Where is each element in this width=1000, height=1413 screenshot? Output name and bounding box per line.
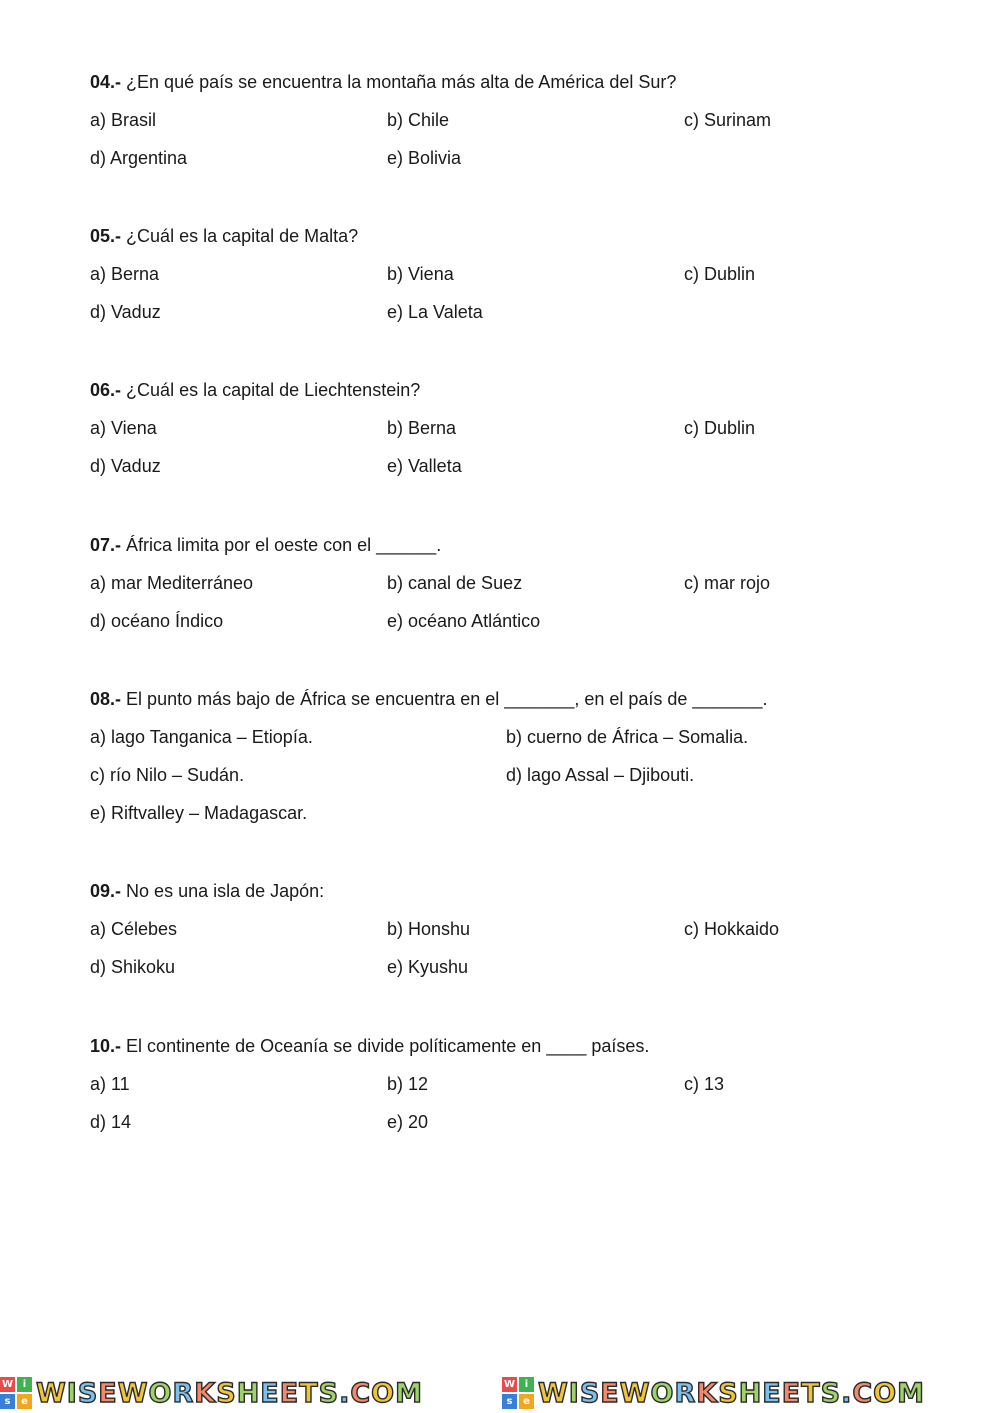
- option-e[interactable]: e) La Valeta: [387, 302, 483, 322]
- question-06: [90, 379, 950, 477]
- question-prompt: [90, 225, 950, 247]
- option-d[interactable]: d) océano Índico: [90, 611, 224, 631]
- question-number: 04.-: [90, 72, 122, 92]
- option-c[interactable]: c) Hokkaido: [684, 919, 780, 939]
- question-number: 07.-: [90, 535, 122, 555]
- option-row: [90, 109, 950, 131]
- watermark-logo-1[interactable]: [0, 1376, 423, 1410]
- option-e[interactable]: e) 20: [387, 1112, 429, 1132]
- option-row: [90, 956, 950, 978]
- option-row: [90, 918, 950, 940]
- question-prompt: [90, 1035, 950, 1057]
- option-e[interactable]: e) Kyushu: [387, 957, 469, 977]
- question-05: [90, 225, 950, 323]
- option-row: [90, 764, 950, 786]
- question-10: [90, 1035, 950, 1133]
- option-a[interactable]: a) Célebes: [90, 919, 178, 939]
- option-c[interactable]: c) Dublin: [684, 418, 756, 438]
- option-d[interactable]: d) Vaduz: [90, 456, 161, 476]
- question-number: 08.-: [90, 689, 122, 709]
- question-number: 06.-: [90, 380, 122, 400]
- option-e[interactable]: e) océano Atlántico: [387, 611, 541, 631]
- wise-logo-icon: W i s e: [0, 1377, 32, 1409]
- option-row: [90, 802, 950, 824]
- option-d[interactable]: d) Shikoku: [90, 957, 176, 977]
- option-b[interactable]: b) Chile: [387, 110, 450, 130]
- option-e[interactable]: e) Bolivia: [387, 148, 462, 168]
- question-text: África limita por el oeste con el ______.: [126, 535, 442, 555]
- watermark-logo-2[interactable]: [502, 1376, 925, 1410]
- option-c[interactable]: c) Dublin: [684, 264, 756, 284]
- option-d[interactable]: d) lago Assal – Djibouti.: [506, 765, 695, 785]
- option-c[interactable]: c) río Nilo – Sudán.: [90, 765, 245, 785]
- question-text: ¿Cuál es la capital de Liechtenstein?: [126, 380, 421, 400]
- option-row: [90, 417, 950, 439]
- option-a[interactable]: a) 11: [90, 1074, 130, 1094]
- option-row: [90, 572, 950, 594]
- option-e[interactable]: e) Riftvalley – Madagascar.: [90, 803, 308, 823]
- option-c[interactable]: c) 13: [684, 1074, 725, 1094]
- question-prompt: [90, 534, 950, 556]
- question-prompt: [90, 379, 950, 401]
- option-a[interactable]: a) Viena: [90, 418, 157, 438]
- option-a[interactable]: a) mar Mediterráneo: [90, 573, 254, 593]
- option-d[interactable]: d) Vaduz: [90, 302, 161, 322]
- question-text: ¿En qué país se encuentra la montaña más alta de América del Sur?: [126, 72, 677, 92]
- option-b[interactable]: b) Honshu: [387, 919, 471, 939]
- option-b[interactable]: b) Viena: [387, 264, 454, 284]
- question-text: ¿Cuál es la capital de Malta?: [126, 226, 359, 246]
- option-a[interactable]: a) Berna: [90, 264, 160, 284]
- question-08: [90, 688, 950, 824]
- option-d[interactable]: d) Argentina: [90, 148, 188, 168]
- question-number: 05.-: [90, 226, 122, 246]
- watermark-text: WISEWORKSHEETS.COM: [538, 1377, 925, 1409]
- option-row: [90, 263, 950, 285]
- watermark-text: WISEWORKSHEETS.COM: [36, 1377, 423, 1409]
- option-a[interactable]: a) lago Tanganica – Etiopía.: [90, 727, 313, 747]
- footer-watermark: [0, 1372, 1000, 1412]
- question-09: [90, 880, 950, 978]
- question-prompt: [90, 688, 950, 710]
- option-a[interactable]: a) Brasil: [90, 110, 157, 130]
- question-text: El punto más bajo de África se encuentra en el _______, en el país de _______.: [126, 689, 768, 709]
- option-b[interactable]: b) 12: [387, 1074, 429, 1094]
- question-prompt: [90, 880, 950, 902]
- option-row: [90, 455, 950, 477]
- question-04: [90, 71, 950, 169]
- question-text: El continente de Oceanía se divide políticamente en ____ países.: [126, 1036, 650, 1056]
- question-07: [90, 534, 950, 632]
- question-prompt: [90, 71, 950, 93]
- question-number: 10.-: [90, 1036, 122, 1056]
- option-row: [90, 610, 950, 632]
- question-text: No es una isla de Japón:: [126, 881, 325, 901]
- option-b[interactable]: b) Berna: [387, 418, 457, 438]
- option-row: [90, 147, 950, 169]
- option-row: [90, 1073, 950, 1095]
- wise-logo-icon: W i s e: [502, 1377, 534, 1409]
- option-c[interactable]: c) mar rojo: [684, 573, 771, 593]
- option-b[interactable]: b) cuerno de África – Somalia.: [506, 727, 749, 747]
- question-number: 09.-: [90, 881, 122, 901]
- option-b[interactable]: b) canal de Suez: [387, 573, 523, 593]
- option-row: [90, 301, 950, 323]
- option-row: [90, 1111, 950, 1133]
- option-row: [90, 726, 950, 748]
- option-c[interactable]: c) Surinam: [684, 110, 772, 130]
- option-d[interactable]: d) 14: [90, 1112, 132, 1132]
- option-e[interactable]: e) Valleta: [387, 456, 462, 476]
